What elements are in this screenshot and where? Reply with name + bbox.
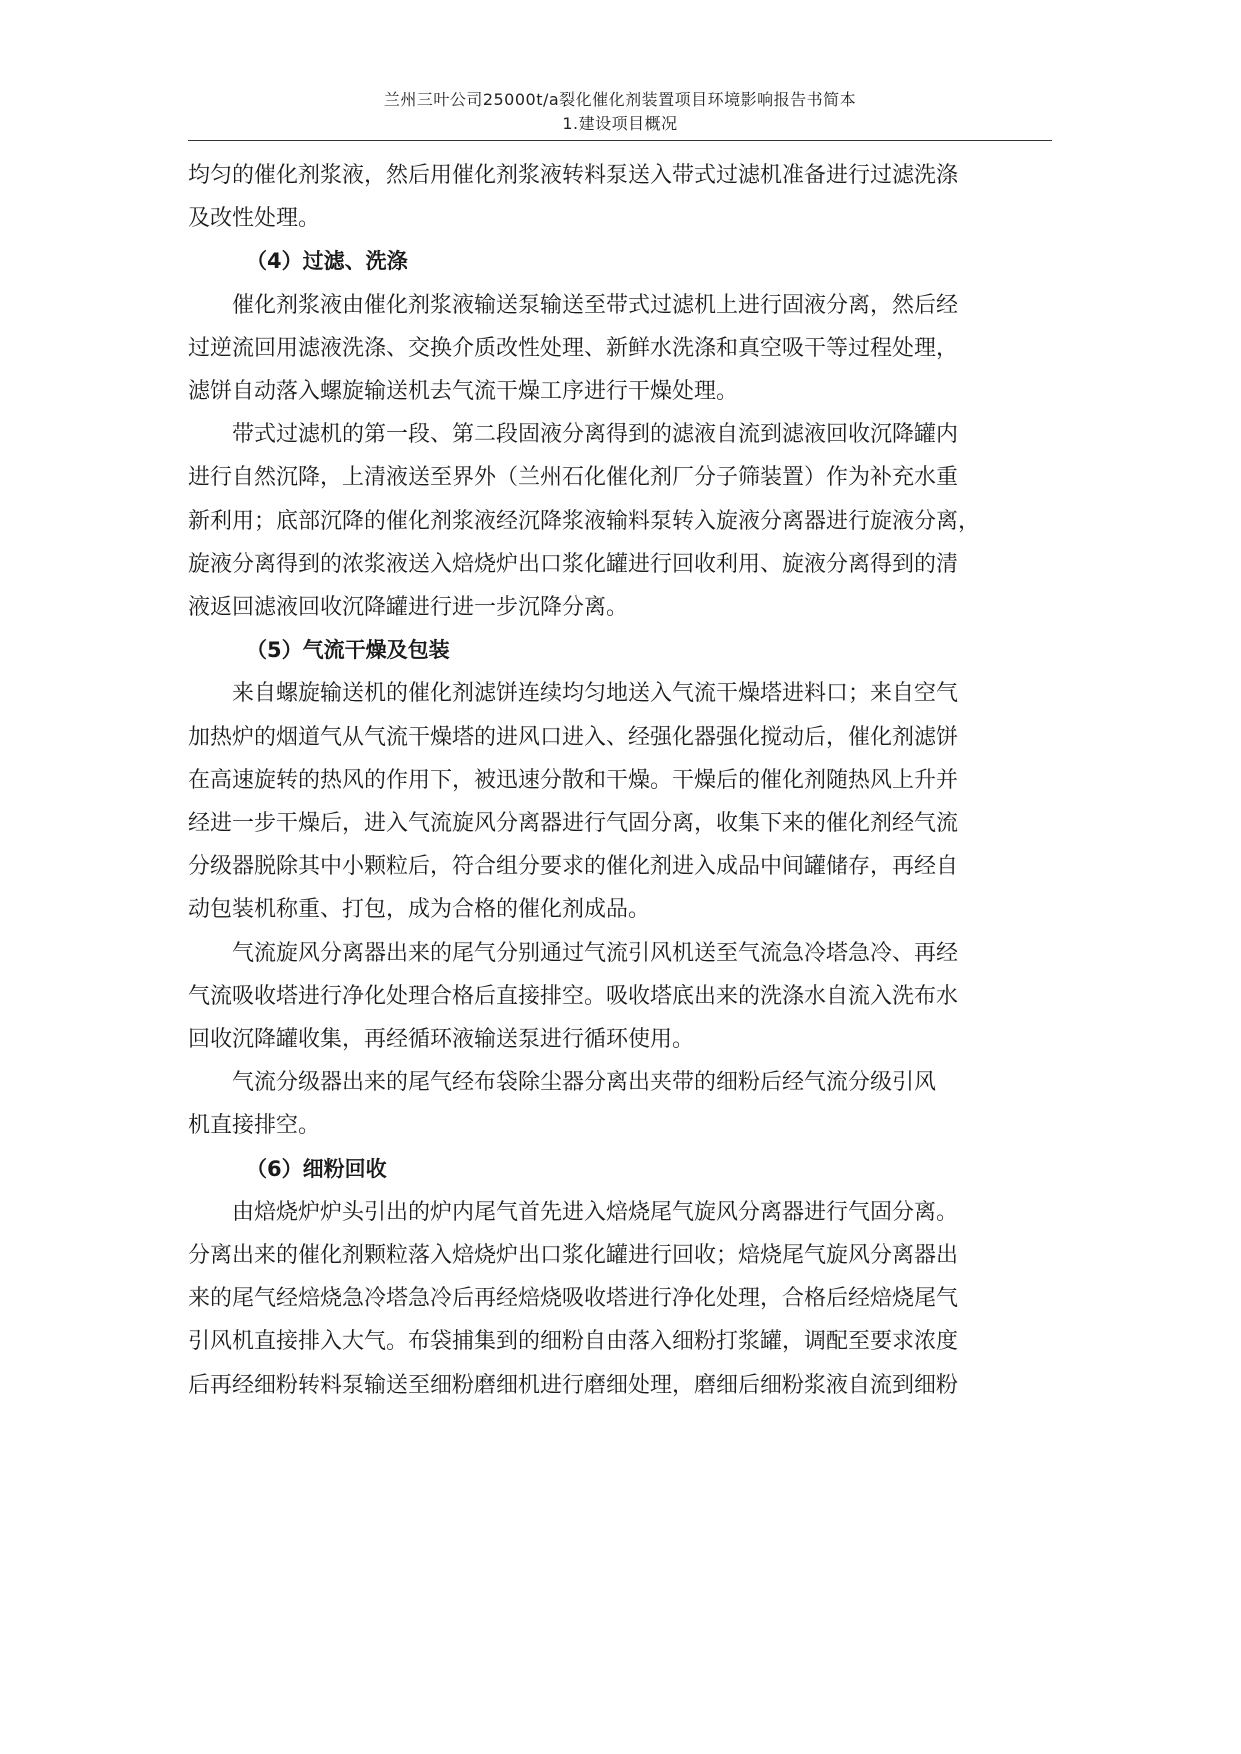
page-header (188, 88, 1052, 136)
paragraph-tail-gas: 气流旋风分离器出来的尾气分别通过气流引风机送至气流急冷塔急冷、再经 气流吸收塔进行净化处理合格后直接排空。吸收塔底出来的洗涤水自流入洗布水 回收沉降罐收集，再经循环液输送泵进行循环使用。 (188, 940, 959, 1053)
section-heading-fines-recovery: （6）细粉回收 (246, 1156, 387, 1181)
header-divider (188, 140, 1052, 141)
paragraph-continuation: 均匀的催化剂浆液，然后用催化剂浆液转料泵送入带式过滤机准备进行过滤洗涤 及改性处理。 (188, 163, 959, 232)
paragraph-filtration: 催化剂浆液由催化剂浆液输送泵输送至带式过滤机上进行固液分离，然后经 过逆流回用滤液洗涤、交换介质改性处理、新鲜水洗涤和真空吸干等过程处理， 滤饼自动落入螺旋输送机去气流干燥工序进行干燥处理。 (188, 292, 959, 405)
header-title: 兰州三叶公司25000t/a裂化催化剂装置项目环境影响报告书简本 (383, 90, 857, 109)
header-section: 1.建设项目概况 (562, 114, 678, 133)
document-body (188, 154, 1052, 1407)
paragraph-filtrate-recovery: 带式过滤机的第一段、第二段固液分离得到的滤液自流到滤液回收沉降罐内 进行自然沉降，上清液送至界外（兰州石化催化剂厂分子筛装置）作为补充水重 新利用；底部沉降的催化剂浆液经沉降浆液输料泵转入旋液分离器进行旋液分离， 旋液分离得到的浓浆液送入焙烧炉出口浆化罐进行回收利用、旋液分离得到的清 液返回滤液回收沉降罐进行进一步沉降分离。 (188, 422, 981, 621)
paragraph-classifier-exhaust: 气流分级器出来的尾气经布袋除尘器分离出夹带的细粉后经气流分级引风 机直接排空。 (188, 1070, 937, 1139)
paragraph-flash-drying: 来自螺旋输送机的催化剂滤饼连续均匀地送入气流干燥塔进料口；来自空气 加热炉的烟道气从气流干燥塔的进风口进入、经强化器强化搅动后，催化剂滤饼 在高速旋转的热风的作用下，被迅速分散和干燥。干燥后的催化剂随热风上升并 经进一步干燥后，进入气流旋风分离器进行气固分离，收集下来的催化剂经气流 分级器脱除其中小颗粒后，符合组分要求的催化剂进入成品中间罐储存，再经自 动包装机称重、打包，成为合格的催化剂成品。 (188, 681, 959, 923)
section-heading-drying-packaging: （5）气流干燥及包装 (246, 638, 450, 663)
paragraph-fines-recovery: 由焙烧炉炉头引出的炉内尾气首先进入焙烧尾气旋风分离器进行气固分离。 分离出来的催化剂颗粒落入焙烧炉出口浆化罐进行回收；焙烧尾气旋风分离器出 来的尾气经焙烧急冷塔急冷后再经焙烧吸收塔进行净化处理，合格后经焙烧尾气 引风机直接排入大气。布袋捕集到的细粉自由落入细粉打浆罐，调配至要求浓度 后再经细粉转料泵输送至细粉磨细机进行磨细处理，磨细后细粉浆液自流到细粉 (188, 1199, 959, 1398)
section-heading-filtration-washing: （4）过滤、洗涤 (246, 249, 408, 274)
